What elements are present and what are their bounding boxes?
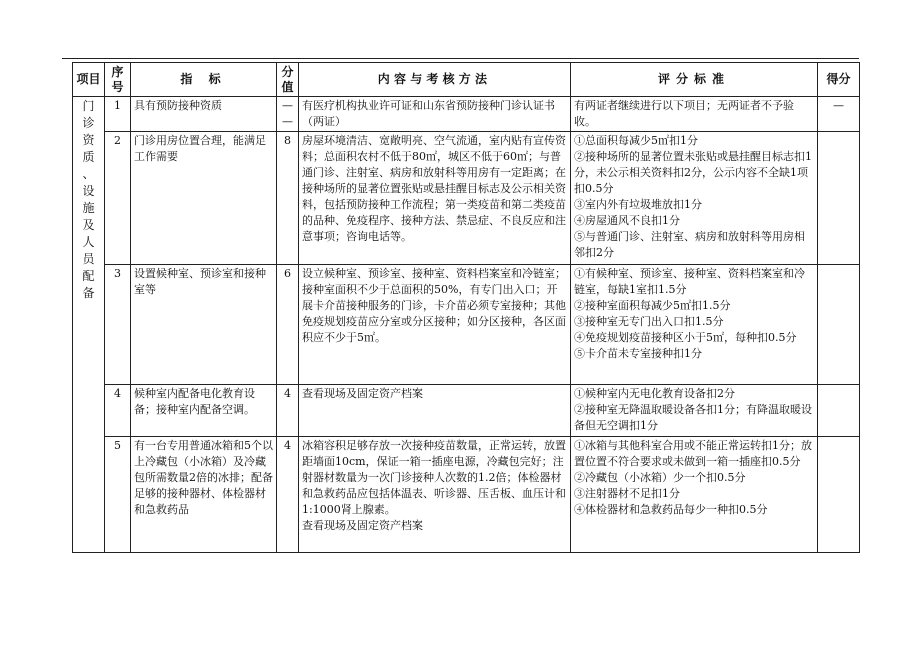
row-indicator: 候种室内配备电化教育设备；接种室内配备空调。 [131, 385, 277, 437]
row-criteria: 有两证者继续进行以下项目；无两证者不予验收。 [571, 97, 818, 132]
row-indicator: 有一台专用普通冰箱和5个以上冷藏包（小冰箱）及冷藏包所需数量2倍的冰排；配备足够的接种器材、体检器材和急救药品 [131, 437, 277, 553]
row-seq: 1 [105, 97, 131, 132]
header-result: 得分 [818, 63, 860, 97]
row-score: 8 [277, 132, 299, 265]
row-indicator: 具有预防接种资质 [131, 97, 277, 132]
row-method: 查看现场及固定资产档案 [299, 385, 571, 437]
row-result [818, 132, 860, 265]
row-criteria: ①有候种室、预诊室、接种室、资料档案室和冷链室，每缺1室扣1.5分 ②接种室面积每减少5㎡扣1.5分 ③接种室无专门出入口扣1.5分 ④免疫规划疫苗接种区小于5㎡，每种扣0.5分 ⑤卡介苗未专室接种扣1分 [571, 265, 818, 385]
category-label: 门诊资质、设施及人员配备 [82, 99, 95, 300]
row-criteria: ①冰箱与其他科室合用或不能正常运转扣1分；放置位置不符合要求或未做到一箱一插座扣0.5分 ②冷藏包（小冰箱）少一个扣0.5分 ③注射器材不足扣1分 ④体检器材和急救药品每少一种扣0.5分 [571, 437, 818, 553]
row-method: 有医疗机构执业许可证和山东省预防接种门诊认证书（两证） [299, 97, 571, 132]
assessment-table [72, 62, 860, 553]
header-rule [62, 58, 859, 59]
header-score: 分值 [277, 63, 299, 97]
row-score: 6 [277, 265, 299, 385]
row-score: 4 [277, 437, 299, 553]
row-method: 冰箱容积足够存放一次接种疫苗数量，正常运转，放置距墙面10cm，保证一箱一插座电源，冷藏包完好；注射器材数量为一次门诊接种人次数的1.2倍；体检器材和急救药品应包括体温表、听诊器、压舌板、血压计和1:1000肾上腺素。 查看现场及固定资产档案 [299, 437, 571, 553]
table-row [73, 97, 860, 132]
row-result: — [818, 97, 860, 132]
table-row [73, 437, 860, 553]
header-item: 项目 [73, 63, 105, 97]
category-cell [73, 97, 105, 553]
row-method: 设立候种室、预诊室、接种室、资料档案室和冷链室；接种室面积不少于总面积的50%，有专门出入口；开展卡介苗接种服务的门诊，卡介苗必须专室接种；其他免疫规划疫苗应分室或分区接种；如分区接种，各区面积应不少于5㎡。 [299, 265, 571, 385]
row-indicator: 门诊用房位置合理，能满足工作需要 [131, 132, 277, 265]
row-seq: 4 [105, 385, 131, 437]
row-score: —— [277, 97, 299, 132]
table-row [73, 385, 860, 437]
header-seq: 序号 [105, 63, 131, 97]
row-indicator: 设置候种室、预诊室和接种室等 [131, 265, 277, 385]
header-criteria: 评分标准 [571, 63, 818, 97]
header-row [73, 63, 860, 97]
header-method: 内容与考核方法 [299, 63, 571, 97]
table-row [73, 132, 860, 265]
row-seq: 3 [105, 265, 131, 385]
row-seq: 5 [105, 437, 131, 553]
row-criteria: ①候种室内无电化教育设备扣2分 ②接种室无降温取暖设备各扣1分；有降温取暖设备但无空调扣1分 [571, 385, 818, 437]
row-method: 房屋环境清洁、宽敞明亮、空气流通，室内贴有宣传资料；总面积农村不低于80㎡，城区不低于60㎡；与普通门诊、注射室、病房和放射科等用房有一定距离；在接种场所的显著位置张贴或悬挂醒目标志及公示相关资料，包括预防接种工作流程；第一类疫苗和第二类疫苗的品种、免疫程序、接种方法、禁忌症、不良反应和注意事项；咨询电话等。 [299, 132, 571, 265]
row-score: 4 [277, 385, 299, 437]
row-seq: 2 [105, 132, 131, 265]
row-result [818, 385, 860, 437]
table-row [73, 265, 860, 385]
row-criteria: ①总面积每减少5㎡扣1分 ②接种场所的显著位置未张贴或悬挂醒目标志扣1分，未公示相关资料扣2分，公示内容不全缺1项扣0.5分 ③室内外有垃圾堆放扣1分 ④房屋通风不良扣1分 ⑤与普通门诊、注射室、病房和放射科等用房相邻扣2分 [571, 132, 818, 265]
row-result [818, 437, 860, 553]
row-result [818, 265, 860, 385]
header-indicator: 指 标 [131, 63, 277, 97]
